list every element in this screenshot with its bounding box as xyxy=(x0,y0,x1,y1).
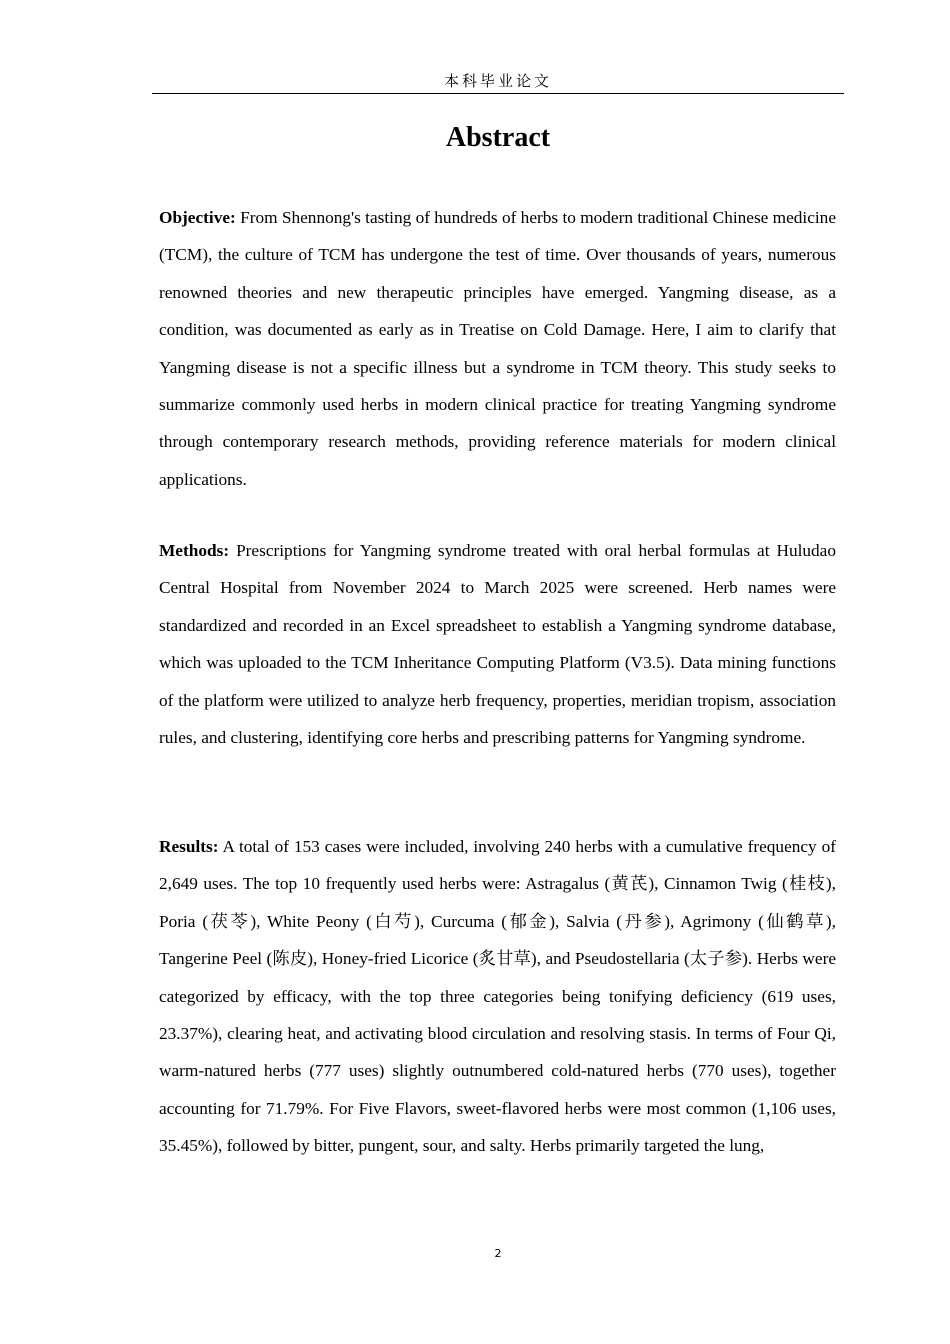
page-title: Abstract xyxy=(445,122,551,153)
methods-text: Prescriptions for Yangming syndrome treated with oral herbal formulas at Huludao Central Hospital from November 2024 to March 2025 were screened. Herb names were standardized and recorded in an Excel spreadsheet to establish a Yangming syndrome database, which was uploaded to the TCM Inheritance Computing Platform (V3.5). Data mining functions of the platform were utilized to analyze herb frequency, properties, meridian tropism, association rules, and clustering, identifying core herbs and prescribing patterns for Yangming syndrome. xyxy=(159,541,836,748)
results-text: A total of 153 cases were included, involving 240 herbs with a cumulative frequency of 2,649 uses. The top 10 frequently used herbs were: Astragalus (黄芪), Cinnamon Twig (桂枝), Poria (茯苓), White Peony (白芍), Curcuma (郁金), Salvia (丹参), Agrimony (仙鹤草), Tangerine Peel (陈皮), Honey-fried Licorice (炙甘草), and Pseudostellaria (太子参). Herbs were categorized by efficacy, with the top three categories being tonifying deficiency (619 uses, 23.37%), clearing heat, and activating blood circulation and resolving stasis. In terms of Four Qi, warm-natured herbs (777 uses) slightly outnumbered cold-natured herbs (770 uses), together accounting for 71.79%. For Five Flavors, sweet-flavored herbs were most common (1,106 uses, 35.45%), followed by bitter, pungent, sour, and salty. Herbs primarily targeted the lung, xyxy=(159,837,836,1156)
header-rule xyxy=(152,93,844,94)
objective-paragraph xyxy=(159,199,836,498)
objective-label: Objective: xyxy=(159,208,236,227)
running-header: 本科毕业论文 xyxy=(443,72,552,90)
methods-paragraph xyxy=(159,532,836,756)
objective-text: From Shennong's tasting of hundreds of herbs to modern traditional Chinese medicine (TCM), the culture of TCM has undergone the test of time. Over thousands of years, numerous renowned theories and new therapeutic principles have emerged. Yangming disease, as a condition, was documented as early as in Treatise on Cold Damage. Here, I aim to clarify that Yangming disease is not a specific illness but a syndrome in TCM theory. This study seeks to summarize commonly used herbs in modern clinical practice for treating Yangming syndrome through contemporary research methods, providing reference materials for modern clinical applications. xyxy=(159,208,836,489)
results-paragraph xyxy=(159,828,836,1165)
methods-label: Methods: xyxy=(159,541,230,560)
results-label: Results: xyxy=(159,837,219,856)
page-number: 2 xyxy=(494,1247,502,1260)
